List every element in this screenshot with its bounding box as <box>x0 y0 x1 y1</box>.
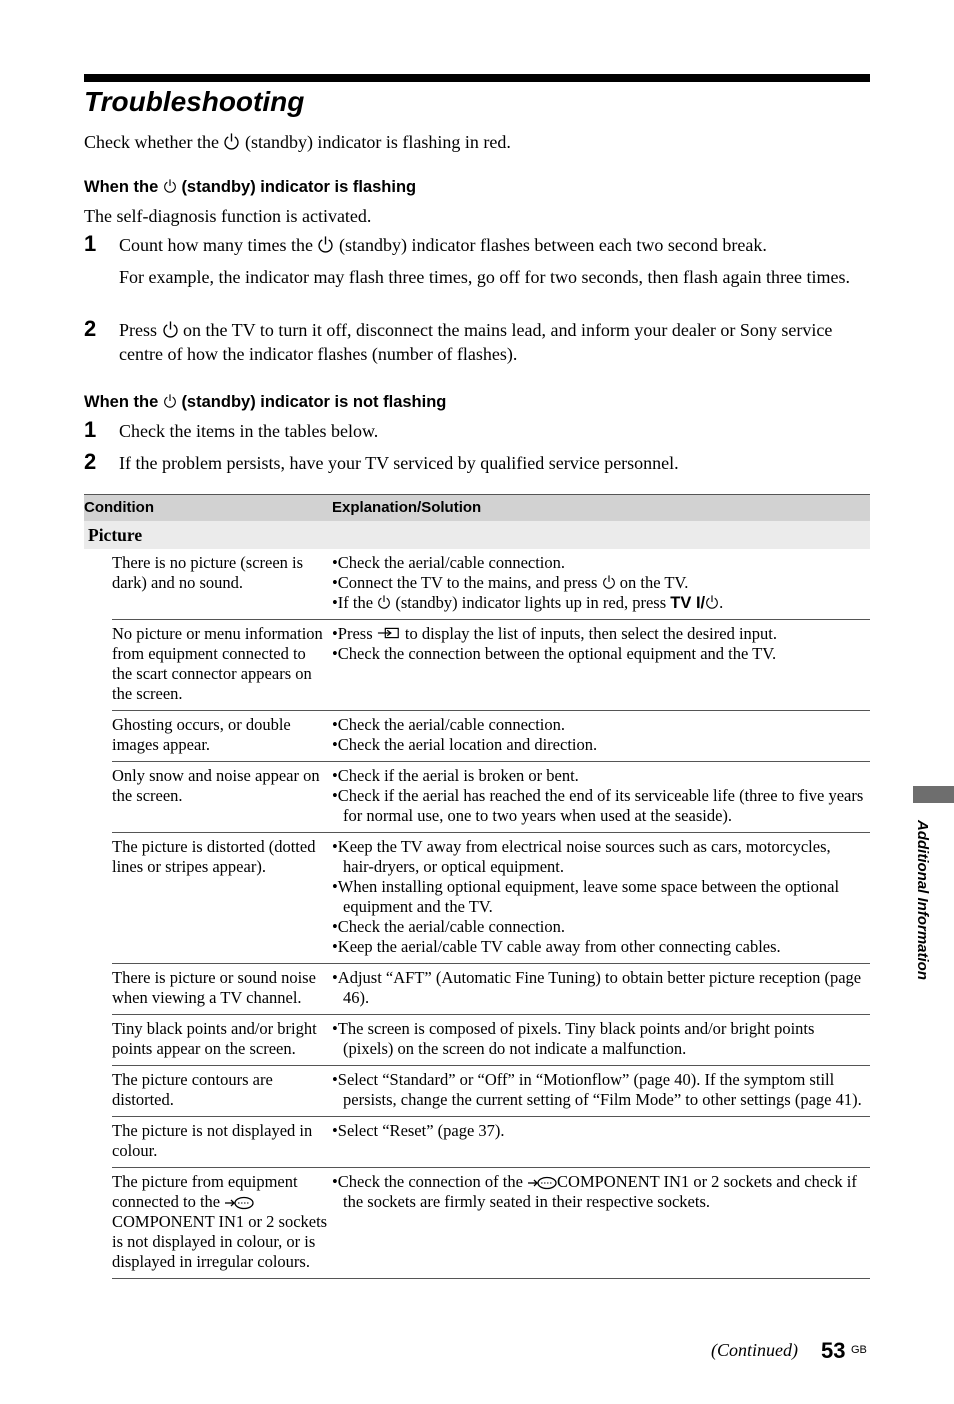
solution-item: • Check the connection between the optional equipment and the TV. <box>332 644 864 664</box>
flashing-step-2 <box>119 318 871 366</box>
solution-cell <box>332 964 870 1015</box>
solution-item: • When installing optional equipment, leave some space between the optional equipment and the TV. <box>332 877 864 917</box>
solution-item: • Check if the aerial has reached the end of its serviceable life (three to five years for normal use, one to two years when used at the seaside). <box>332 786 864 826</box>
table-row <box>84 833 870 964</box>
condition-cell: The picture from equipment connected to the COMPONENT IN1 or 2 sockets is not displayed in colour, or is displayed in irregular colours. <box>112 1168 332 1279</box>
condition-cell: The picture is distorted (dotted lines or stripes appear). <box>112 833 332 964</box>
step-number: 2 <box>84 449 97 474</box>
not-flashing-heading <box>84 391 446 413</box>
power-standby-icon <box>705 594 719 610</box>
table-row <box>84 1168 870 1279</box>
section-row <box>84 521 870 549</box>
solution-item: • Keep the TV away from electrical noise sources such as cars, motorcycles, hair-dryers, or optical equipment. <box>332 837 864 877</box>
tv-button-label: TV <box>670 594 692 612</box>
solution-cell <box>332 833 870 964</box>
solution-cell <box>332 1117 870 1168</box>
solution-item: • Check if the aerial is broken or bent. <box>332 766 864 786</box>
solution-item: • Select “Reset” (page 37). <box>332 1121 864 1141</box>
step-1-before: Count how many times the <box>119 235 313 255</box>
table-row <box>84 1066 870 1117</box>
solution-cell <box>332 1015 870 1066</box>
solution-item: • Keep the aerial/cable TV cable away from other connecting cables. <box>332 937 864 957</box>
table-header <box>84 495 870 522</box>
condition-cell: No picture or menu information from equipment connected to the scart connector appears on the screen. <box>112 620 332 711</box>
power-standby-icon <box>163 178 177 194</box>
header-condition: Condition <box>84 495 332 522</box>
condition-cell: The picture is not displayed in colour. <box>112 1117 332 1168</box>
condition-cell: Tiny black points and/or bright points appear on the screen. <box>112 1015 332 1066</box>
table-row <box>84 549 870 620</box>
solution-item: • Check the aerial/cable connection. <box>332 917 864 937</box>
table-row <box>84 762 870 833</box>
flashing-step-1-example: For example, the indicator may flash three times, go off for two seconds, then flash again three times. <box>119 267 850 287</box>
solution-item: • Connect the TV to the mains, and press on the TV. <box>332 573 864 593</box>
solution-cell <box>332 711 870 762</box>
solution-item: • If the (standby) indicator lights up in red, press TV I/ . <box>332 593 864 613</box>
step-number: 1 <box>84 417 97 442</box>
flashing-step-1 <box>119 233 871 257</box>
flashing-heading-before: When the <box>84 178 159 196</box>
not-flashing-step-1: Check the items in the tables below. <box>119 421 379 441</box>
solution-item: • Select “Standard” or “Off” in “Motionflow” (page 40). If the symptom still persists, change the current setting of “Film Mode” to other settings (page 41). <box>332 1070 864 1110</box>
solution-cell <box>332 762 870 833</box>
top-rule <box>84 74 870 82</box>
intro-before: Check whether the <box>84 132 219 152</box>
continued-note: (Continued) <box>711 1340 798 1360</box>
step-2-before: Press <box>119 320 158 340</box>
condition-cell: There is picture or sound noise when viewing a TV channel. <box>112 964 332 1015</box>
input-icon <box>377 625 401 641</box>
component-input-icon <box>527 1174 557 1190</box>
solution-item: • Check the aerial/cable connection. <box>332 715 864 735</box>
solution-cell <box>332 1168 870 1279</box>
solution-item: • Check the aerial location and direction. <box>332 735 864 755</box>
step-1-after: (standby) indicator flashes between each two second break. <box>338 235 767 255</box>
power-standby-icon <box>162 320 179 339</box>
page-number-suffix: GB <box>851 1344 867 1356</box>
step-number: 1 <box>84 231 97 256</box>
step-2-after: on the TV to turn it off, disconnect the mains lead, and inform your dealer or Sony service centre of how the indicator flashes (number of flashes). <box>119 320 833 364</box>
not-flashing-step-2: If the problem persists, have your TV serviced by qualified service personnel. <box>119 453 679 473</box>
solution-item: • Press to display the list of inputs, then select the desired input. <box>332 624 864 644</box>
section-picture: Picture <box>84 521 870 549</box>
solution-cell <box>332 1066 870 1117</box>
power-standby-icon <box>602 574 616 590</box>
intro-text <box>84 130 870 154</box>
component-input-icon <box>224 1194 254 1210</box>
step-number: 2 <box>84 316 97 341</box>
header-solution: Explanation/Solution <box>332 495 870 522</box>
condition-cell: Ghosting occurs, or double images appear. <box>112 711 332 762</box>
not-flashing-heading-after: (standby) indicator is not flashing <box>181 393 447 411</box>
solution-item: • Adjust “AFT” (Automatic Fine Tuning) to obtain better picture reception (page 46). <box>332 968 864 1008</box>
power-standby-icon <box>317 235 334 254</box>
troubleshooting-table <box>84 494 870 1279</box>
condition-cell: There is no picture (screen is dark) and no sound. <box>112 549 332 620</box>
table-row <box>84 711 870 762</box>
condition-cell: Only snow and noise appear on the screen. <box>112 762 332 833</box>
tv-power-toggle-icon: I/ <box>691 594 706 612</box>
power-standby-icon <box>223 132 240 151</box>
solution-cell <box>332 620 870 711</box>
section-side-label: Additional Information <box>914 820 931 980</box>
table-row <box>84 620 870 711</box>
page-title: Troubleshooting <box>84 86 305 117</box>
table-row <box>84 964 870 1015</box>
power-standby-icon <box>163 393 177 409</box>
not-flashing-heading-before: When the <box>84 393 159 411</box>
solution-item: • Check the aerial/cable connection. <box>332 553 864 573</box>
power-standby-icon <box>377 594 391 610</box>
flashing-lead: The self-diagnosis function is activated. <box>84 206 372 226</box>
section-tab-marker <box>913 786 954 803</box>
solution-item: • The screen is composed of pixels. Tiny black points and/or bright points (pixels) on the screen do not indicate a malfunction. <box>332 1019 864 1059</box>
condition-cell: The picture contours are distorted. <box>112 1066 332 1117</box>
solution-cell <box>332 549 870 620</box>
intro-after: (standby) indicator is flashing in red. <box>244 132 511 152</box>
page-number: 53 <box>821 1338 846 1363</box>
flashing-heading <box>84 176 416 198</box>
table-row <box>84 1117 870 1168</box>
table-row <box>84 1015 870 1066</box>
solution-item: • Check the connection of the COMPONENT IN1 or 2 sockets and check if the sockets are firmly seated in their respective sockets. <box>332 1172 864 1212</box>
flashing-heading-after: (standby) indicator is flashing <box>181 178 417 196</box>
